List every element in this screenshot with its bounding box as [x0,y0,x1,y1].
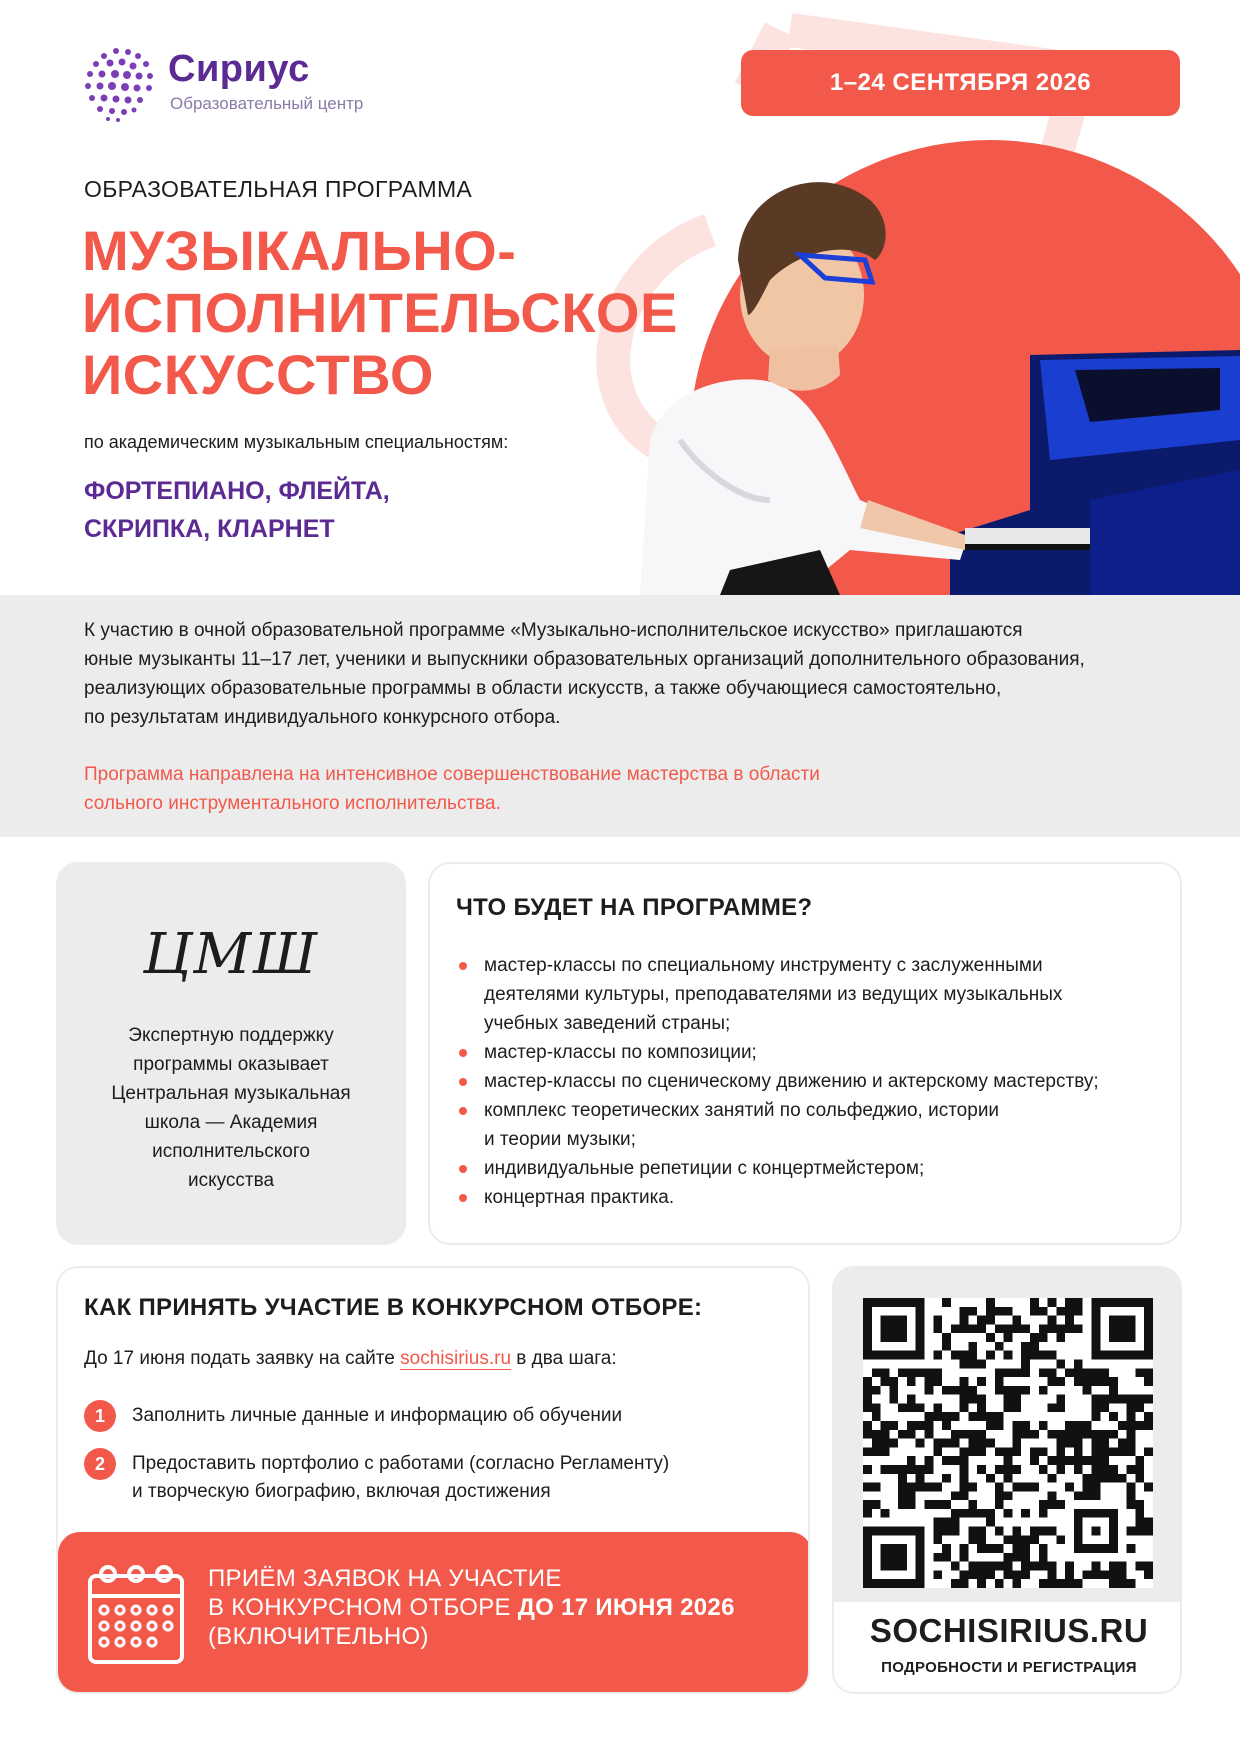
deadline-banner [58,1532,810,1694]
program-content-list [456,951,1166,1212]
sirius-logo[interactable] [82,46,422,122]
website-label[interactable]: SOCHISIRIUS.RU [869,1612,1149,1649]
step-number-badge: 2 [84,1448,116,1480]
list-item [456,1038,1166,1067]
expert-line: исполнительского [152,1141,310,1162]
specialties-line-1: ФОРТЕПИАНО, ФЛЕЙТА, [84,477,390,505]
step-line: и творческую биографию, включая достижения [132,1481,551,1502]
specialties-intro: по академическим музыкальным специальностям: [84,432,509,452]
expert-line: Центральная музыкальная [111,1083,351,1104]
list-item-line: мастер-классы по сценическому движению и актерскому мастерству; [484,1071,1099,1092]
list-item [456,1096,1166,1154]
deadline-line-3: (ВКЛЮЧИТЕЛЬНО) [208,1623,429,1650]
program-content-card [428,862,1182,1245]
invitation-line: по результатам индивидуального конкурсного отбора. [84,707,561,728]
participation-title: КАК ПРИНЯТЬ УЧАСТИЕ В КОНКУРСНОМ ОТБОРЕ: [84,1294,703,1321]
list-item [456,1067,1166,1096]
program-pretitle: ОБРАЗОВАТЕЛЬНАЯ ПРОГРАММА [84,176,473,202]
list-item [456,1154,1166,1183]
intro-text: в два шага: [511,1348,617,1369]
deadline-line-2 [208,1593,735,1622]
qr-card[interactable] [832,1266,1182,1694]
step-1 [84,1400,784,1440]
invitation-line: реализующих образовательные программы в области искусств, а также обучающиеся самостоятельно, [84,678,1002,699]
title-line-1: МУЗЫКАЛЬНО- [82,219,517,282]
list-item-line: учебных заведений страны; [484,1013,731,1034]
step-line: Предоставить портфолио с работами (согласно Регламенту) [132,1453,670,1474]
list-item [456,1183,1166,1212]
expert-line: школа — Академия [144,1112,318,1133]
intro-text: До 17 июня подать заявку на сайте [84,1348,401,1369]
invitation-text [84,616,1194,732]
logo-subtitle: Образовательный центр [170,94,364,113]
invitation-line: К участию в очной образовательной программе «Музыкально-исполнительское искусство» приглашаются [84,620,1023,641]
qr-background [834,1268,1182,1602]
calendar-icon [86,1562,186,1666]
expert-line: программы оказывает [133,1054,329,1075]
program-goal-text [84,760,984,818]
deadline-date: ДО 17 ИЮНЯ 2026 [517,1594,735,1621]
program-content-title: ЧТО БУДЕТ НА ПРОГРАММЕ? [456,894,813,921]
step-line: Заполнить личные данные и информацию об обучении [132,1405,623,1426]
expert-support-card [56,862,406,1245]
step-text [132,1402,782,1430]
list-item-line: индивидуальные репетиции с концертмейстером; [484,1158,925,1179]
boy-playing-piano-photo [620,140,1240,595]
title-line-2: ИСПОЛНИТЕЛЬСКОЕ [82,281,678,344]
expert-support-text [76,1021,386,1195]
list-item-line: комплекс теоретических занятий по сольфеджио, истории [484,1100,1000,1121]
sirius-dots-icon [82,46,160,122]
step-number-badge: 1 [84,1400,116,1432]
logo-name: Сириус [168,48,310,90]
list-item-line: и теории музыки; [484,1129,636,1150]
list-item-line: мастер-классы по композиции; [484,1042,757,1063]
list-item-line: концертная практика. [484,1187,675,1208]
list-item-line: мастер-классы по специальному инструменту с заслуженными [484,955,1043,976]
expert-line: искусства [187,1170,275,1191]
step-text [132,1450,782,1506]
step-2 [84,1448,784,1512]
cms-logo: ЦМШ [142,922,320,987]
list-item [456,951,1166,1038]
program-title [82,220,678,406]
deadline-line-1: ПРИЁМ ЗАЯВОК НА УЧАСТИЕ [208,1565,562,1592]
participation-card [56,1266,810,1694]
title-line-3: ИСКУССТВО [82,343,434,406]
deadline-text [208,1564,735,1651]
dates-badge: 1–24 СЕНТЯБРЯ 2026 [741,50,1180,116]
participation-intro [84,1348,617,1370]
list-item-line: деятелями культуры, преподавателями из ведущих музыкальных [484,984,1063,1005]
goal-line: Программа направлена на интенсивное совершенствование мастерства в области [84,764,820,785]
invitation-line: юные музыканты 11–17 лет, ученики и выпускники образовательных организаций дополнительного образования, [84,649,1085,670]
specialties-list [84,472,390,548]
sochisirius-link[interactable]: sochisirius.ru [400,1348,512,1369]
expert-line: Экспертную поддержку [128,1025,334,1046]
website-caption: ПОДРОБНОСТИ И РЕГИСТРАЦИЯ [881,1659,1137,1676]
qr-code[interactable] [863,1298,1153,1588]
deadline-line-2-text: В КОНКУРСНОМ ОТБОРЕ [208,1594,518,1621]
specialties-line-2: СКРИПКА, КЛАРНЕТ [84,515,335,543]
goal-line: сольного инструментального исполнительства. [84,793,501,814]
